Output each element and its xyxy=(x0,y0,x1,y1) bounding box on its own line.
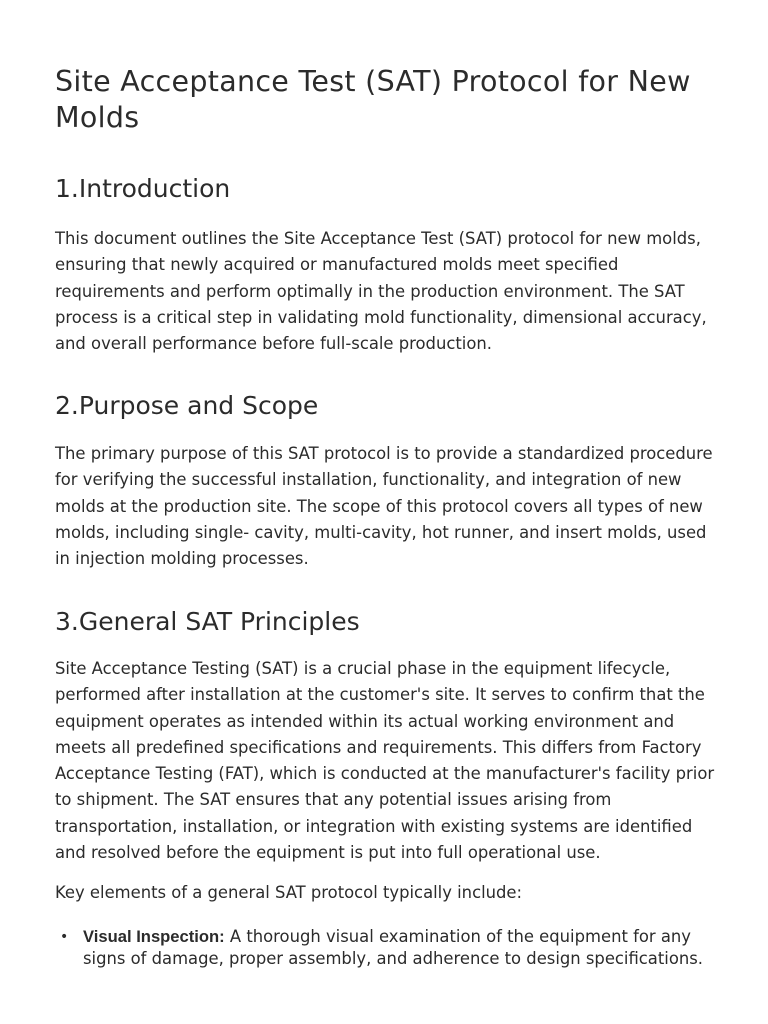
section-heading-general-sat-principles xyxy=(55,606,360,638)
section-heading-purpose-and-scope xyxy=(55,390,318,422)
section-number: 3. xyxy=(55,607,79,636)
purpose-and-scope-paragraph: The primary purpose of this SAT protocol is to provide a standardized procedure for verifying the successful installation, functionality, and integration of new molds at the production site. The scope of this protocol covers all types of new molds, including single- cavity, multi-cavity, hot runner, and insert molds, used in injection molding processes. xyxy=(55,444,713,569)
section-heading-introduction xyxy=(55,173,230,205)
bullet-icon: • xyxy=(60,929,69,945)
key-elements-list xyxy=(55,926,717,971)
document-title: Site Acceptance Test (SAT) Protocol for New Molds xyxy=(55,65,691,134)
bullet-text: A thorough visual examination of the equipment for any signs of damage, proper assembly, and adherence to design specifications. xyxy=(83,927,704,969)
introduction-paragraph: This document outlines the Site Acceptance Test (SAT) protocol for new molds, ensuring that newly acquired or manufactured molds meet specified requirements and perform optimally in the production environment. The SAT process is a critical step in validating mold functionality, dimensional accuracy, and overall performance before full-scale production. xyxy=(55,229,707,354)
section-number: 2. xyxy=(55,391,79,420)
bullet-term: Visual Inspection: xyxy=(83,927,225,946)
section-number: 1. xyxy=(55,174,79,203)
section-title: Introduction xyxy=(78,174,231,203)
list-item xyxy=(55,926,717,971)
section-title: Purpose and Scope xyxy=(78,391,319,420)
general-sat-principles-paragraph: Site Acceptance Testing (SAT) is a crucial phase in the equipment lifecycle, performed after installation at the customer's site. It serves to confirm that the equipment operates as intended within its actual working environment and meets all predefined specifications and requirements. This differs from Factory Acceptance Testing (FAT), which is conducted at the manufacturer's facility prior to shipment. The SAT ensures that any potential issues arising from transportation, installation, or integration with existing systems are identified and resolved before the equipment is put into full operational use. xyxy=(55,659,715,863)
section-title: General SAT Principles xyxy=(78,607,360,636)
key-elements-intro: Key elements of a general SAT protocol typically include: xyxy=(55,883,523,902)
